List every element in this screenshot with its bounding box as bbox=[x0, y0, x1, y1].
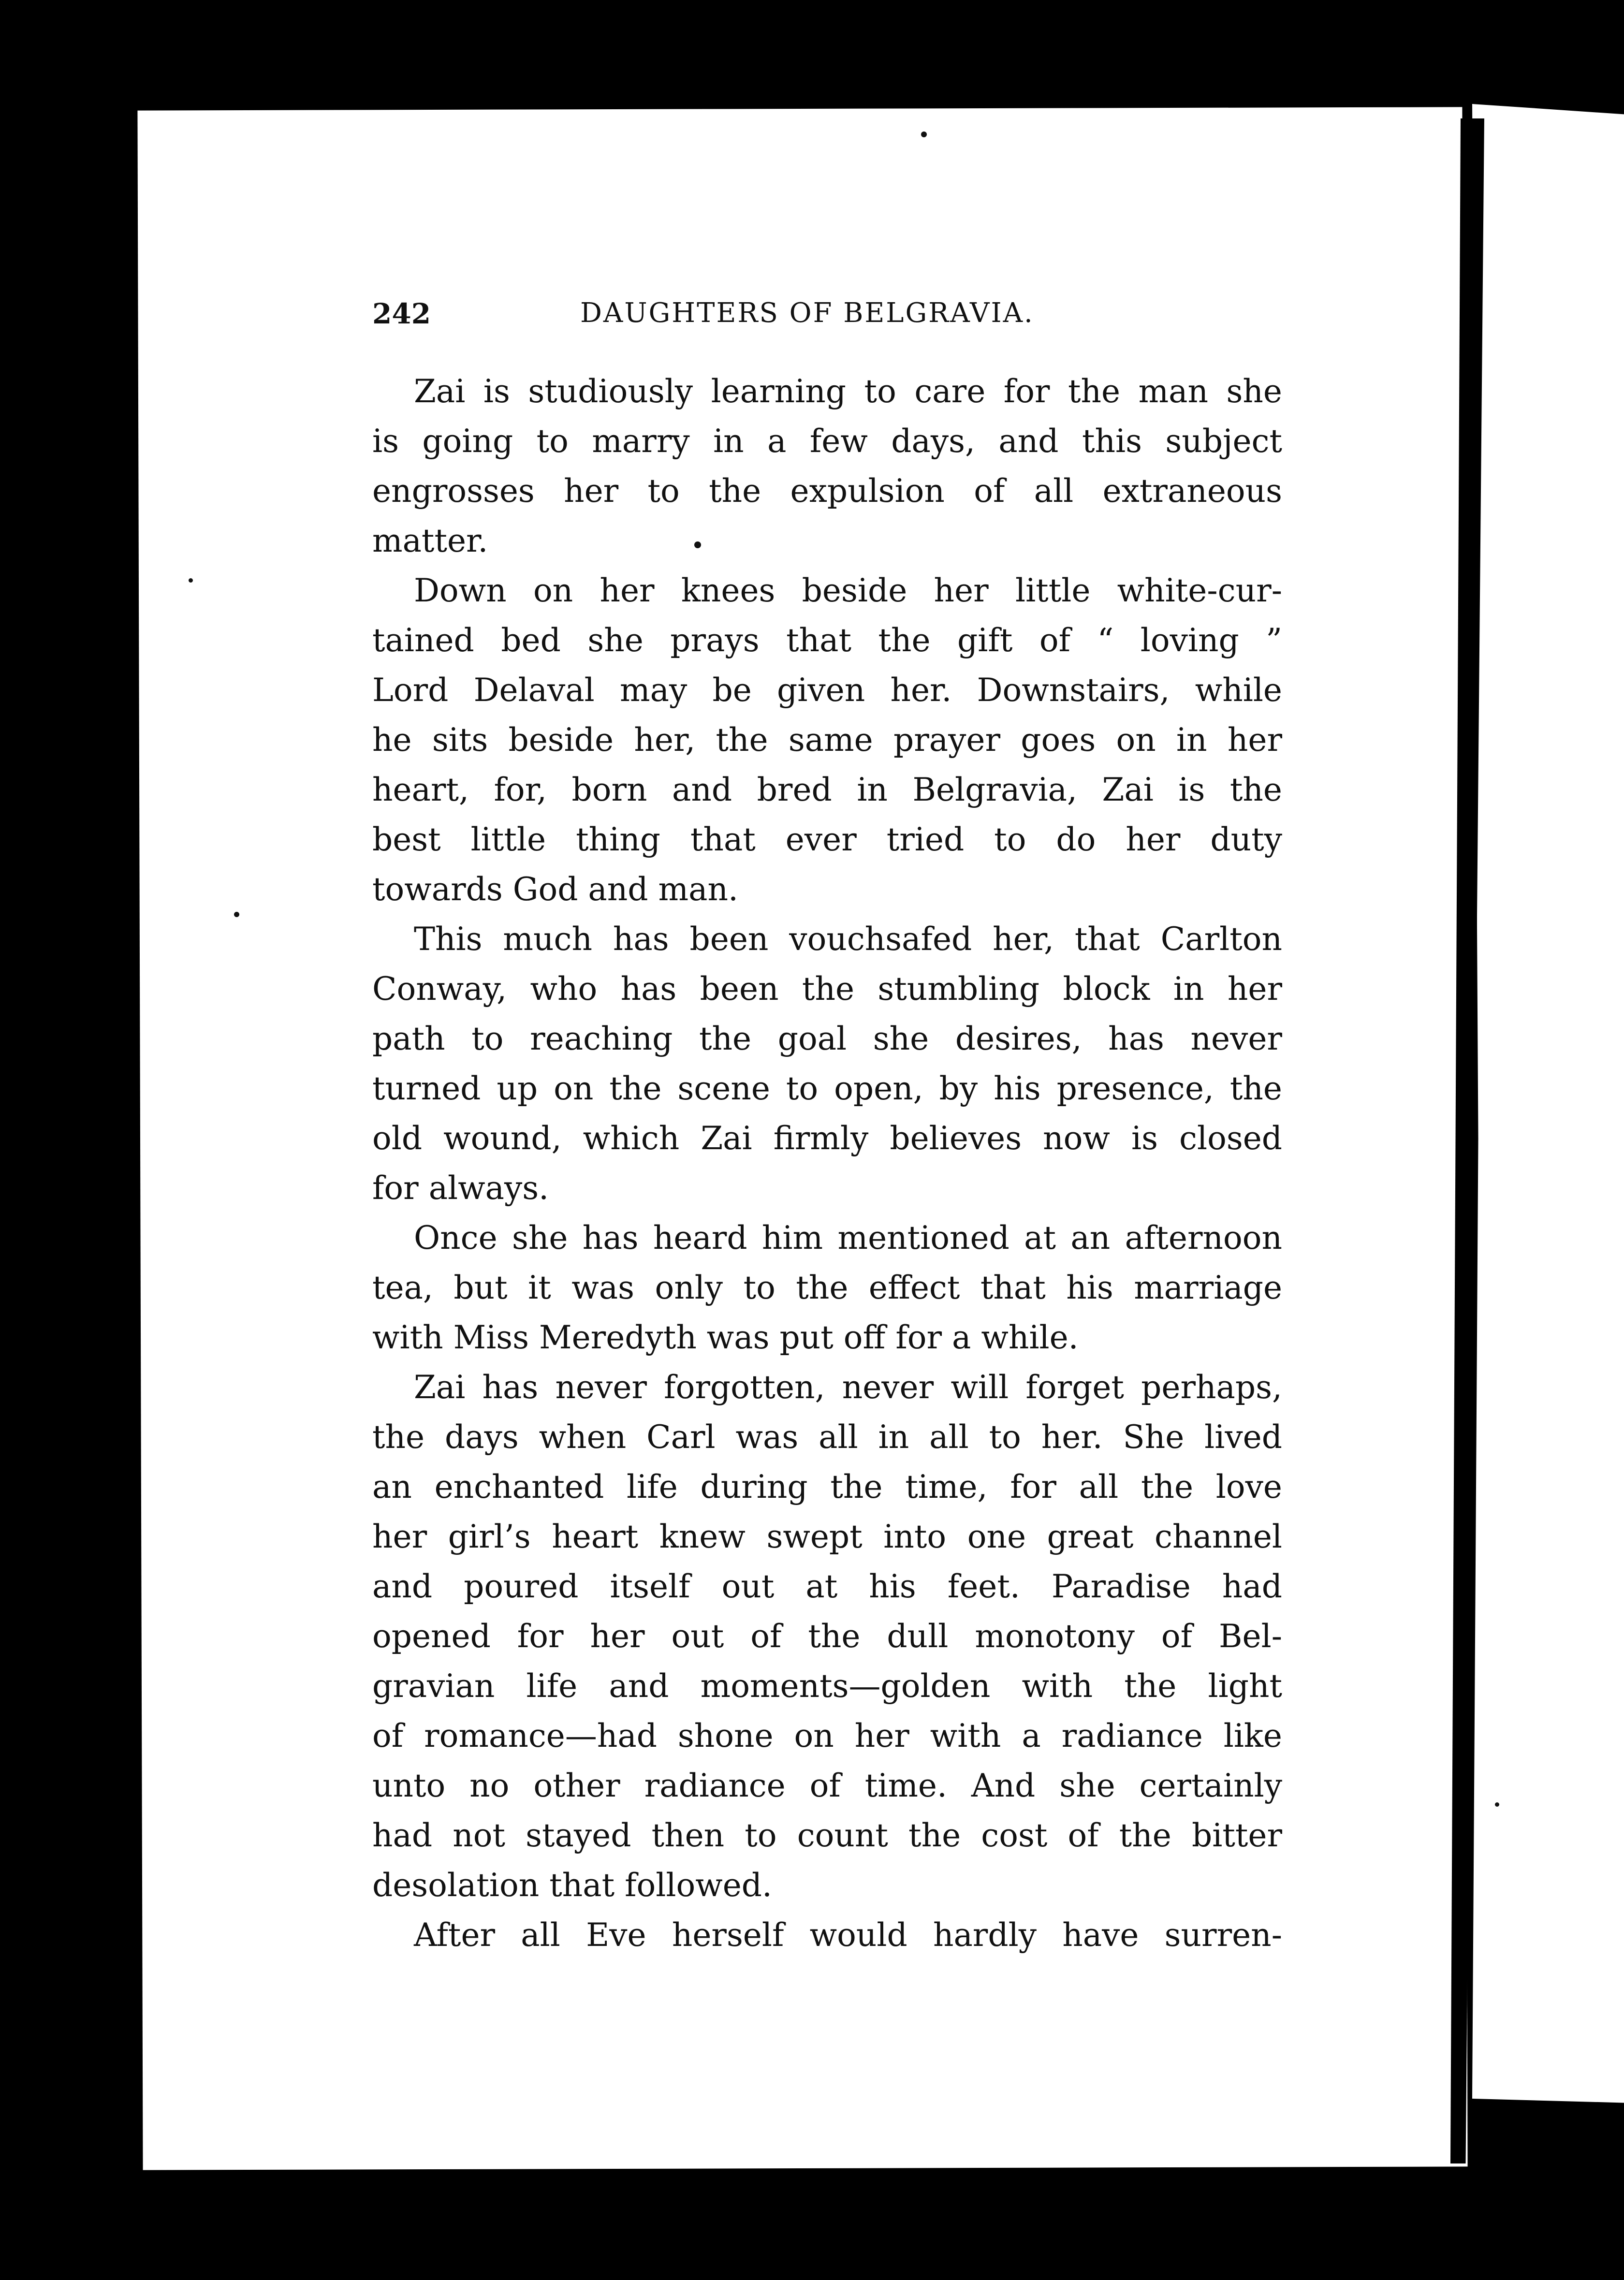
text-line: This much has been vouchsafed her, that Carlton bbox=[414, 921, 1282, 958]
text-line: with Miss Meredyth was put off for a while. bbox=[372, 1319, 1079, 1356]
text-line: heart, for, born and bred in Belgravia, Zai is the bbox=[372, 771, 1282, 808]
text-line: gravian life and moments—golden with the light bbox=[372, 1667, 1282, 1705]
text-line: Lord Delaval may be given her. Downstairs, while bbox=[372, 672, 1282, 709]
text-line: had not stayed then to count the cost of the bitter bbox=[372, 1817, 1282, 1854]
text-line: an enchanted life during the time, for all the love bbox=[372, 1468, 1282, 1505]
text-line: the days when Carl was all in all to her. She lived bbox=[372, 1418, 1282, 1456]
scan-speck bbox=[1495, 1802, 1499, 1807]
text-line: he sits beside her, the same prayer goes on in her bbox=[372, 721, 1282, 759]
adjacent-page-edge bbox=[1472, 104, 1624, 2173]
text-line: her girl’s heart knew swept into one great channel bbox=[372, 1518, 1282, 1555]
text-line: After all Eve herself would hardly have surren- bbox=[414, 1916, 1282, 1954]
running-head: DAUGHTERS OF BELGRAVIA. bbox=[580, 297, 1034, 329]
scan-speck bbox=[189, 578, 193, 583]
text-line: tea, but it was only to the effect that his marriage bbox=[372, 1269, 1282, 1306]
text-line: Once she has heard him mentioned at an afternoon bbox=[414, 1219, 1282, 1257]
text-line: and poured itself out at his feet. Paradise had bbox=[372, 1568, 1282, 1605]
page-number: 242 bbox=[372, 297, 431, 330]
page-header bbox=[372, 297, 1291, 341]
text-line: matter. bbox=[372, 522, 488, 559]
text-line: is going to marry in a few days, and this subject bbox=[372, 423, 1282, 460]
text-line: Zai has never forgotten, never will forget perhaps, bbox=[414, 1369, 1282, 1406]
text-line: towards God and man. bbox=[372, 871, 738, 908]
text-line: path to reaching the goal she desires, has never bbox=[372, 1020, 1282, 1057]
scan-speck bbox=[694, 541, 701, 548]
scan-speck bbox=[234, 912, 239, 917]
text-line: old wound, which Zai firmly believes now is closed bbox=[372, 1120, 1282, 1157]
text-line: tained bed she prays that the gift of “ loving ” bbox=[372, 622, 1282, 659]
text-line: Zai is studiously learning to care for the man she bbox=[414, 373, 1282, 410]
text-line: Down on her knees beside her little white-cur- bbox=[414, 572, 1282, 609]
text-line: Conway, who has been the stumbling block in her bbox=[372, 970, 1282, 1008]
text-line: turned up on the scene to open, by his presence, the bbox=[372, 1070, 1282, 1107]
text-line: unto no other radiance of time. And she certainly bbox=[372, 1767, 1282, 1804]
scan-speck bbox=[921, 132, 927, 137]
text-line: opened for her out of the dull monotony of Bel- bbox=[372, 1618, 1282, 1655]
text-line: for always. bbox=[372, 1169, 549, 1207]
text-line: engrosses her to the expulsion of all extraneous bbox=[372, 472, 1282, 510]
text-line: of romance—had shone on her with a radiance like bbox=[372, 1717, 1282, 1754]
text-line: best little thing that ever tried to do her duty bbox=[372, 821, 1282, 858]
text-line: desolation that followed. bbox=[372, 1867, 772, 1904]
body-text bbox=[372, 366, 1282, 1960]
